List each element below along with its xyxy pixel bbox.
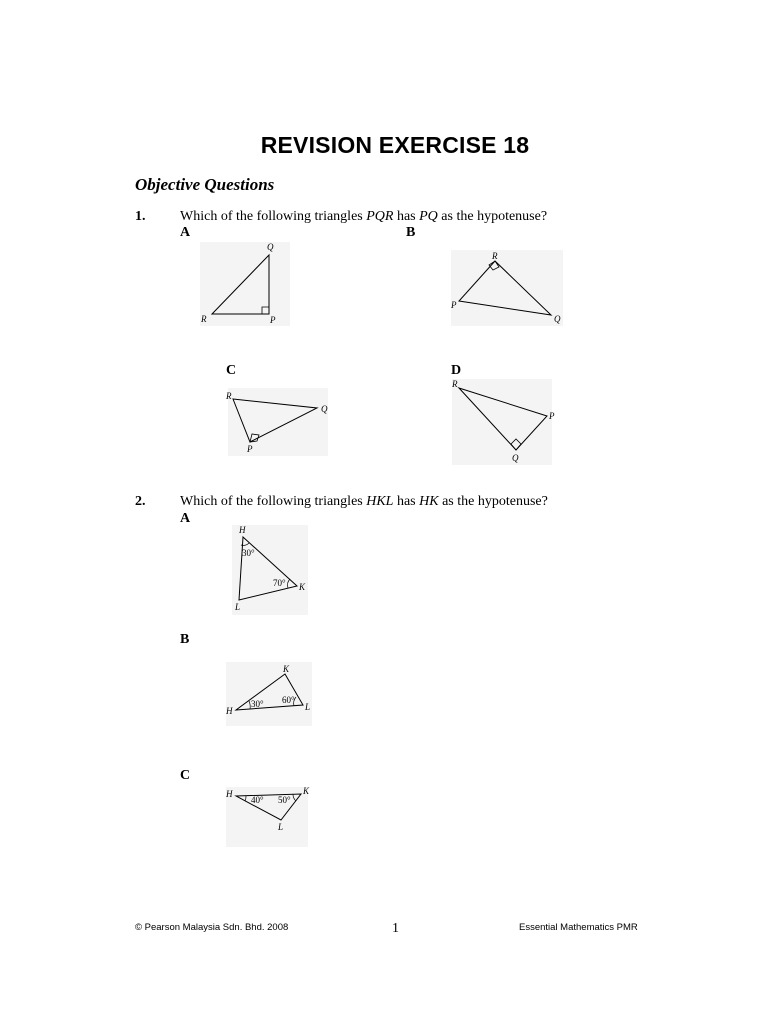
- section-heading: Objective Questions: [135, 175, 275, 194]
- vertex-label: K: [303, 786, 310, 796]
- question-text-part: as the hypotenuse?: [438, 494, 548, 509]
- vertex-label: P: [247, 444, 253, 454]
- side-name: HK: [419, 494, 439, 509]
- vertex-label: R: [452, 379, 458, 389]
- vertex-label: R: [226, 391, 232, 401]
- triangle-figure: [222, 388, 332, 458]
- vertex-label: K: [283, 664, 290, 674]
- angle-label: 60°: [282, 695, 295, 705]
- option-label: A: [180, 225, 191, 240]
- option-label: B: [180, 632, 190, 647]
- side-name: PQ: [419, 209, 438, 224]
- triangle-figure: [448, 377, 558, 467]
- footer-book-title: Essential Mathematics PMR: [519, 922, 638, 933]
- triangle-figure: [228, 523, 313, 618]
- triangle-name: HKL: [366, 494, 394, 509]
- option-label: C: [180, 768, 191, 783]
- question-text-part: Which of the following triangles: [180, 209, 367, 224]
- option-label: C: [226, 363, 237, 378]
- option-label: D: [451, 363, 462, 378]
- question-text: [180, 494, 548, 510]
- triangle-name: PQR: [366, 209, 394, 224]
- page-title: REVISION EXERCISE 18: [260, 132, 530, 158]
- question-text: [180, 209, 547, 225]
- vertex-label: Q: [321, 404, 328, 414]
- page-number: 1: [392, 921, 399, 936]
- triangle-figure: [447, 248, 567, 328]
- question-text-part: as the hypotenuse?: [437, 209, 548, 224]
- angle-label: 70°: [273, 578, 286, 588]
- footer-copyright: © Pearson Malaysia Sdn. Bhd. 2008: [135, 922, 289, 933]
- vertex-label: L: [305, 702, 311, 712]
- angle-label: 30°: [251, 699, 264, 709]
- option-label: A: [180, 511, 191, 526]
- vertex-label: P: [549, 411, 555, 421]
- vertex-label: Q: [267, 242, 274, 252]
- vertex-label: Q: [554, 314, 561, 324]
- angle-label: 30°: [242, 548, 255, 558]
- angle-label: 50°: [278, 795, 291, 805]
- option-label: B: [406, 225, 416, 240]
- vertex-label: R: [201, 314, 207, 324]
- triangle-figure: [222, 785, 312, 850]
- question-text-part: Which of the following triangles: [180, 494, 367, 509]
- question-text-part: has: [393, 209, 420, 224]
- question-text-part: has: [393, 494, 420, 509]
- vertex-label: K: [299, 582, 306, 592]
- vertex-label: H: [226, 706, 233, 716]
- vertex-label: L: [278, 822, 284, 832]
- vertex-label: H: [226, 789, 233, 799]
- vertex-label: P: [270, 315, 276, 325]
- triangle-figure: [222, 660, 317, 730]
- angle-label: 40°: [251, 795, 264, 805]
- vertex-label: R: [492, 251, 498, 261]
- vertex-label: P: [451, 300, 457, 310]
- vertex-label: H: [239, 525, 246, 535]
- triangle-figure: [195, 238, 295, 328]
- question-number: 2.: [135, 494, 146, 509]
- question-number: 1.: [135, 209, 146, 224]
- vertex-label: Q: [512, 453, 519, 463]
- vertex-label: L: [235, 602, 241, 612]
